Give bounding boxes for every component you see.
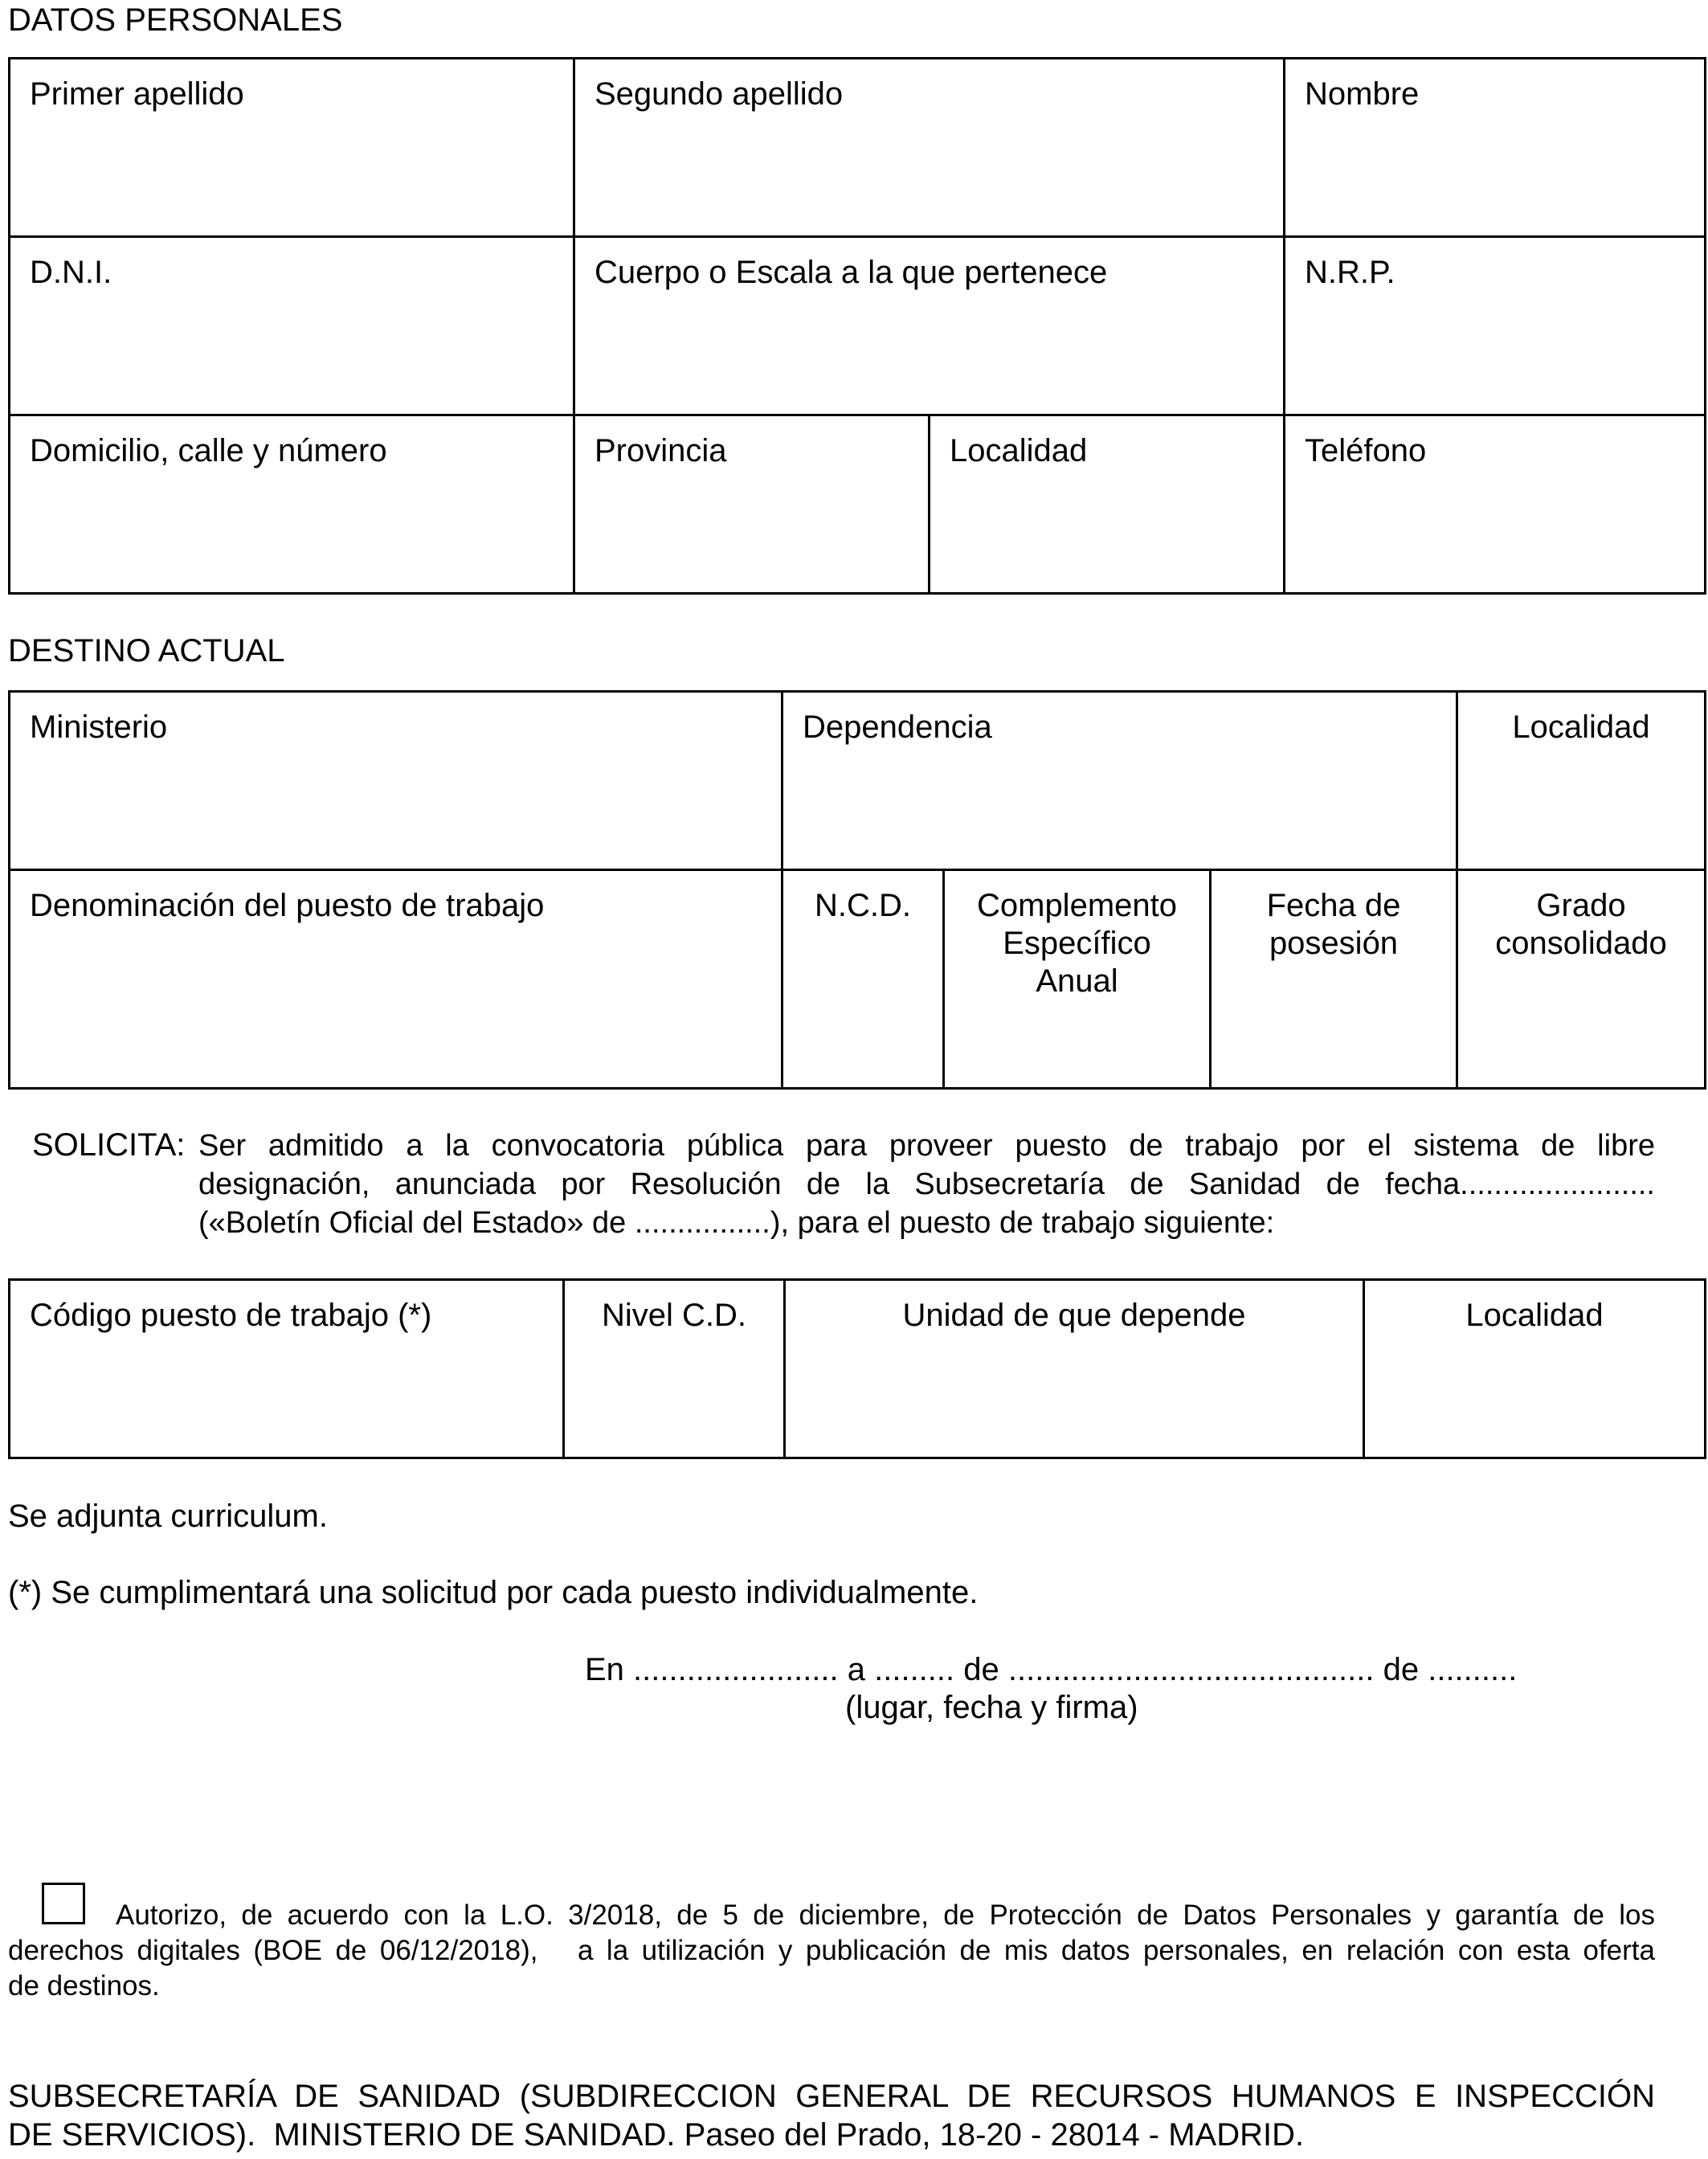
footer-line2: DE SERVICIOS). MINISTERIO DE SANIDAD. Paseo del Prado, 18-20 - 28014 - MADRID. — [8, 2117, 1305, 2153]
dependencia-label: Dependencia — [803, 709, 992, 745]
fecha-posesion-label-line2: posesión — [1269, 926, 1399, 961]
complemento-label-line2: Específico — [1003, 926, 1151, 961]
section-heading-datos-personales: DATOS PERSONALES — [8, 2, 343, 38]
ministerio-label: Ministerio — [30, 709, 168, 745]
segundo-apellido-field[interactable] — [574, 59, 1285, 237]
telefono-field[interactable] — [1285, 415, 1706, 594]
codigo-puesto-field[interactable] — [10, 1280, 564, 1458]
complemento-field[interactable] — [944, 870, 1211, 1089]
grado-field[interactable] — [1457, 870, 1706, 1089]
solicita-text — [198, 1127, 1655, 1242]
nombre-field[interactable] — [1285, 59, 1706, 237]
destino-localidad-field[interactable] — [1457, 692, 1706, 870]
nivel-cd-label: Nivel C.D. — [601, 1298, 747, 1333]
ncd-label: N.C.D. — [815, 888, 911, 923]
nombre-label: Nombre — [1305, 76, 1420, 112]
adjunta-curriculum-text: Se adjunta curriculum. — [8, 1499, 328, 1534]
destino-actual-table — [8, 690, 1706, 1090]
primer-apellido-label: Primer apellido — [30, 76, 244, 112]
footer-line1: SUBSECRETARÍA DE SANIDAD (SUBDIRECCION GENERAL DE RECURSOS HUMANOS E INSPECCIÓN — [8, 2079, 1655, 2114]
cuerpo-escala-field[interactable] — [574, 237, 1285, 415]
footer-address — [8, 2077, 1655, 2154]
autorizacion-line3: de destinos. — [8, 1970, 160, 2002]
solicita-line1: Ser admitido a la convocatoria pública para proveer puesto de trabajo por el sistema de libre — [198, 1129, 1655, 1163]
nivel-cd-field[interactable] — [564, 1280, 785, 1458]
nrp-field[interactable] — [1285, 237, 1706, 415]
puesto-localidad-field[interactable] — [1364, 1280, 1706, 1458]
provincia-field[interactable] — [574, 415, 930, 594]
codigo-puesto-label: Código puesto de trabajo (*) — [30, 1298, 432, 1333]
datos-personales-table — [8, 57, 1706, 595]
solicita-line2: designación, anunciada por Resolución de la Subsecretaría de Sanidad de fecha....................... — [198, 1167, 1655, 1201]
dni-label: D.N.I. — [30, 255, 112, 290]
solicita-line3: («Boletín Oficial del Estado» de ................), para el puesto de trabajo siguiente: — [198, 1206, 1275, 1240]
cuerpo-escala-label: Cuerpo o Escala a la que pertenece — [595, 255, 1108, 290]
section-heading-destino-actual: DESTINO ACTUAL — [8, 633, 285, 669]
autorizacion-text — [8, 1898, 1655, 2004]
grado-label-line1: Grado — [1536, 888, 1626, 923]
localidad-field[interactable] — [930, 415, 1285, 594]
telefono-label: Teléfono — [1305, 433, 1427, 468]
ncd-field[interactable] — [782, 870, 944, 1089]
fecha-posesion-label-line1: Fecha de — [1266, 888, 1401, 923]
autorizacion-line2: derechos digitales (BOE de 06/12/2018), a la utilización y publicación de mis datos personales, en relación con esta oferta — [8, 1935, 1655, 1966]
primer-apellido-field[interactable] — [10, 59, 574, 237]
unidad-field[interactable] — [785, 1280, 1364, 1458]
segundo-apellido-label: Segundo apellido — [595, 76, 844, 112]
domicilio-label: Domicilio, calle y número — [30, 433, 387, 468]
domicilio-field[interactable] — [10, 415, 574, 594]
ministerio-field[interactable] — [10, 692, 782, 870]
localidad-label: Localidad — [950, 433, 1088, 468]
grado-label-line2: consolidado — [1495, 926, 1667, 961]
fecha-posesion-field[interactable] — [1211, 870, 1457, 1089]
denominacion-field[interactable] — [10, 870, 782, 1089]
complemento-label-line1: Complemento — [976, 888, 1177, 923]
nota-solicitud-text: (*) Se cumplimentará una solicitud por cada puesto individualmente. — [8, 1575, 979, 1610]
dni-field[interactable] — [10, 237, 574, 415]
complemento-label-line3: Anual — [1036, 963, 1118, 999]
puesto-localidad-label: Localidad — [1465, 1298, 1604, 1333]
solicita-label: SOLICITA: — [32, 1127, 186, 1163]
denominacion-label: Denominación del puesto de trabajo — [30, 888, 545, 923]
puesto-table — [8, 1278, 1706, 1459]
autorizacion-line1: Autorizo, de acuerdo con la L.O. 3/2018, de 5 de diciembre, de Protección de Datos Personales y garantía de los — [116, 1899, 1655, 1931]
destino-localidad-label: Localidad — [1512, 709, 1650, 745]
dependencia-field[interactable] — [782, 692, 1457, 870]
firma-line: En ....................... a ......... de ......................................... de .......... — [585, 1652, 1518, 1687]
nrp-label: N.R.P. — [1305, 255, 1395, 290]
provincia-label: Provincia — [595, 433, 727, 468]
firma-caption: (lugar, fecha y firma) — [845, 1690, 1138, 1725]
unidad-label: Unidad de que depende — [902, 1298, 1246, 1333]
